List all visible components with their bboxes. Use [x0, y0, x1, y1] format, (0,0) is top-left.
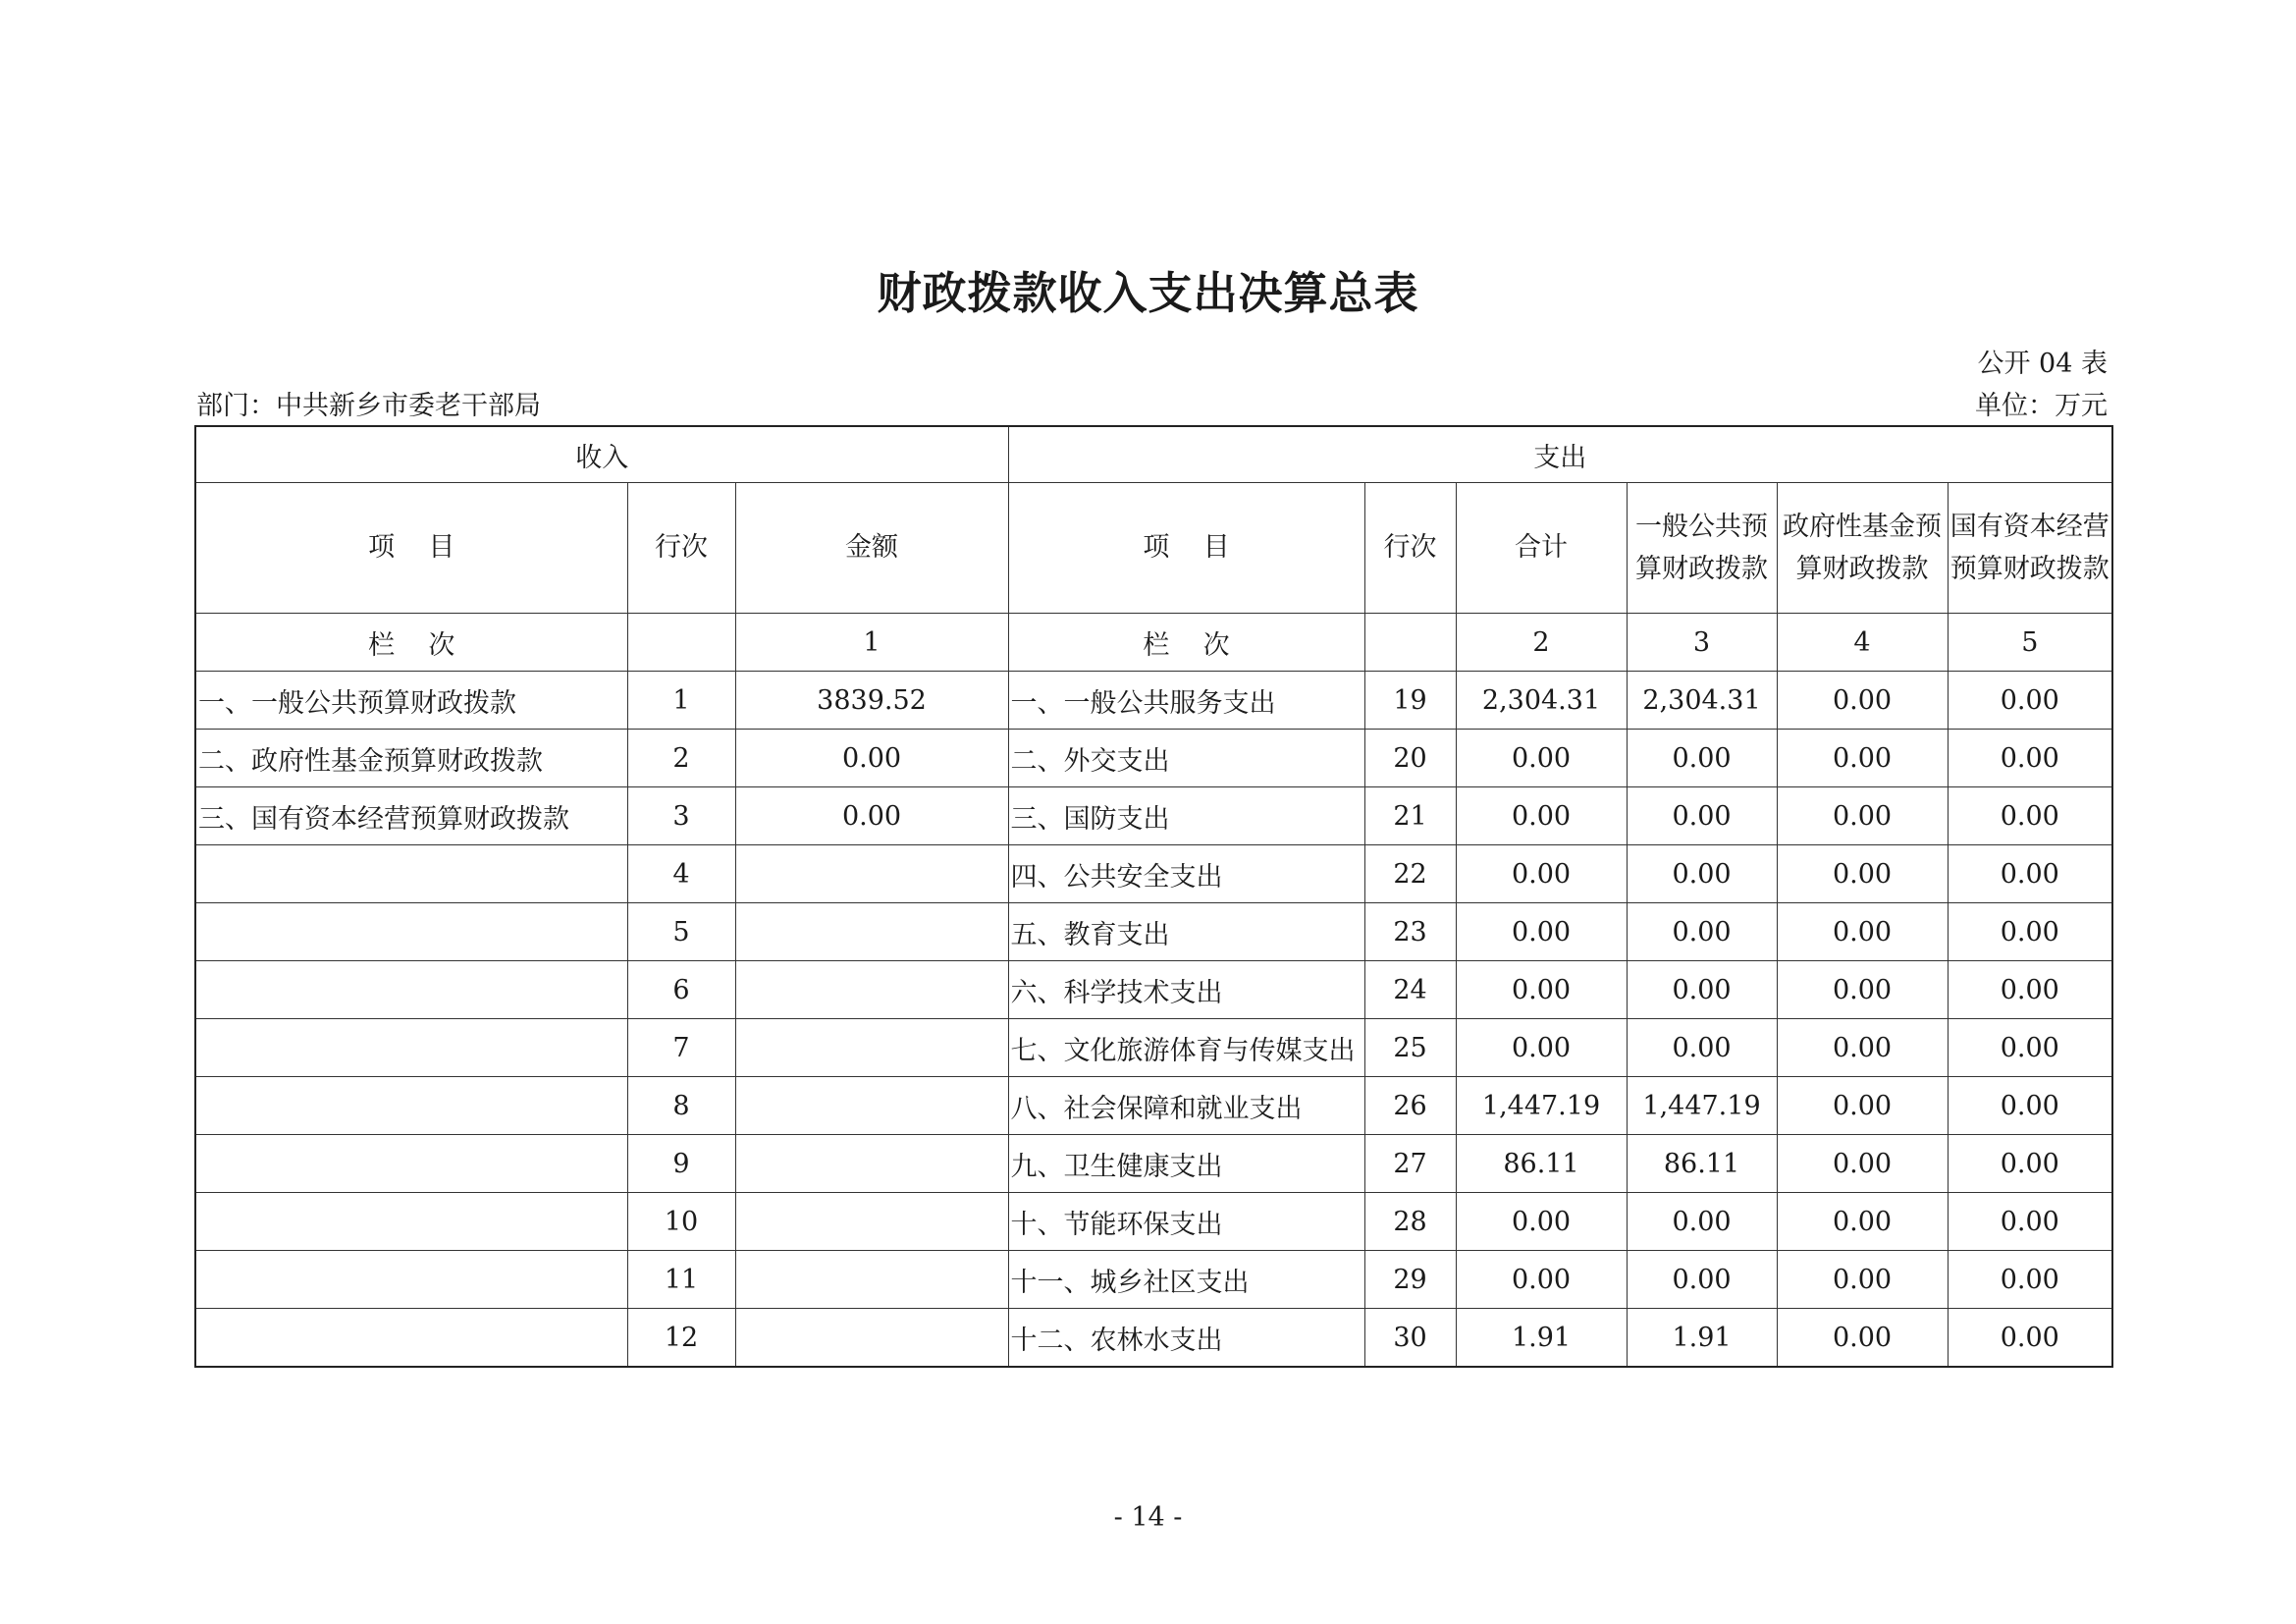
total-cell: 1,447.19 — [1456, 1077, 1627, 1135]
gov-fund-cell: 0.00 — [1777, 787, 1948, 845]
income-amount-cell — [735, 845, 1008, 903]
expense-row-no-cell: 23 — [1364, 903, 1456, 961]
income-amount-header: 金额 — [735, 483, 1008, 614]
general-budget-cell: 0.00 — [1627, 903, 1777, 961]
expense-item-cell: 十二、农林水支出 — [1008, 1309, 1364, 1368]
expense-column-label: 栏 次 — [1008, 614, 1364, 672]
income-item-cell — [195, 1077, 627, 1135]
expense-item-cell: 八、社会保障和就业支出 — [1008, 1077, 1364, 1135]
general-budget-cell: 0.00 — [1627, 845, 1777, 903]
table-row — [195, 730, 2112, 787]
gov-fund-cell: 0.00 — [1777, 1019, 1948, 1077]
table-row — [195, 1019, 2112, 1077]
department-label: 部门：中共新乡市委老干部局 — [196, 391, 541, 421]
state-capital-cell: 0.00 — [1948, 1077, 2112, 1135]
income-row-no-cell: 8 — [627, 1077, 735, 1135]
state-capital-cell: 0.00 — [1948, 845, 2112, 903]
page-number: - 14 - — [1113, 1502, 1183, 1533]
total-cell: 0.00 — [1456, 1193, 1627, 1251]
income-row-no-cell: 11 — [627, 1251, 735, 1309]
income-section-header: 收入 — [195, 426, 1008, 483]
general-budget-cell: 0.00 — [1627, 961, 1777, 1019]
general-budget-cell: 1.91 — [1627, 1309, 1777, 1368]
total-cell: 0.00 — [1456, 903, 1627, 961]
expense-row-no-cell: 26 — [1364, 1077, 1456, 1135]
state-capital-cell: 0.00 — [1948, 787, 2112, 845]
income-row-no-header: 行次 — [627, 483, 735, 614]
income-row-no-cell: 5 — [627, 903, 735, 961]
general-budget-cell: 86.11 — [1627, 1135, 1777, 1193]
total-cell: 0.00 — [1456, 961, 1627, 1019]
column-header-row — [195, 483, 2112, 614]
income-column-label: 栏 次 — [195, 614, 627, 672]
expense-item-cell: 五、教育支出 — [1008, 903, 1364, 961]
expense-item-cell: 一、一般公共服务支出 — [1008, 672, 1364, 730]
income-row-no-cell: 2 — [627, 730, 735, 787]
income-amount-cell — [735, 903, 1008, 961]
state-capital-cell: 0.00 — [1948, 1251, 2112, 1309]
general-budget-cell: 2,304.31 — [1627, 672, 1777, 730]
gov-fund-cell: 0.00 — [1777, 1193, 1948, 1251]
income-amount-cell: 0.00 — [735, 787, 1008, 845]
state-capital-header: 国有资本经营预算财政拨款 — [1948, 483, 2112, 614]
income-row-no-cell: 6 — [627, 961, 735, 1019]
general-budget-column-no: 3 — [1627, 614, 1777, 672]
state-capital-cell: 0.00 — [1948, 672, 2112, 730]
general-budget-cell: 0.00 — [1627, 1251, 1777, 1309]
table-row — [195, 1251, 2112, 1309]
expense-row-no-cell: 19 — [1364, 672, 1456, 730]
income-amount-cell — [735, 1193, 1008, 1251]
total-cell: 0.00 — [1456, 787, 1627, 845]
income-amount-cell — [735, 1309, 1008, 1368]
total-cell: 0.00 — [1456, 845, 1627, 903]
state-capital-cell: 0.00 — [1948, 1135, 2112, 1193]
expense-row-no-cell: 24 — [1364, 961, 1456, 1019]
state-capital-cell: 0.00 — [1948, 1193, 2112, 1251]
income-item-cell — [195, 1135, 627, 1193]
expense-row-no-cell: 29 — [1364, 1251, 1456, 1309]
income-amount-cell — [735, 1019, 1008, 1077]
table-row — [195, 961, 2112, 1019]
total-header: 合计 — [1456, 483, 1627, 614]
income-item-cell — [195, 845, 627, 903]
expense-item-cell: 四、公共安全支出 — [1008, 845, 1364, 903]
expense-row-no-cell: 27 — [1364, 1135, 1456, 1193]
income-item-cell — [195, 1309, 627, 1368]
income-item-cell — [195, 961, 627, 1019]
table-row — [195, 845, 2112, 903]
gov-fund-cell: 0.00 — [1777, 1135, 1948, 1193]
income-item-cell — [195, 903, 627, 961]
total-cell: 86.11 — [1456, 1135, 1627, 1193]
income-row-no-cell: 1 — [627, 672, 735, 730]
total-cell: 1.91 — [1456, 1309, 1627, 1368]
general-budget-cell: 0.00 — [1627, 1193, 1777, 1251]
income-amount-cell — [735, 1077, 1008, 1135]
gov-fund-header: 政府性基金预算财政拨款 — [1777, 483, 1948, 614]
unit-label: 单位：万元 — [1975, 391, 2108, 421]
expense-row-no-cell: 22 — [1364, 845, 1456, 903]
table-row — [195, 1077, 2112, 1135]
expense-row-no-cell: 20 — [1364, 730, 1456, 787]
state-capital-cell: 0.00 — [1948, 961, 2112, 1019]
income-row-no-column — [627, 614, 735, 672]
expense-row-no-header: 行次 — [1364, 483, 1456, 614]
expense-row-no-cell: 30 — [1364, 1309, 1456, 1368]
expense-item-cell: 七、文化旅游体育与传媒支出 — [1008, 1019, 1364, 1077]
income-amount-cell — [735, 961, 1008, 1019]
state-capital-cell: 0.00 — [1948, 1019, 2112, 1077]
gov-fund-cell: 0.00 — [1777, 1309, 1948, 1368]
income-item-cell — [195, 1019, 627, 1077]
form-number: 公开 04 表 — [1977, 349, 2108, 379]
gov-fund-cell: 0.00 — [1777, 672, 1948, 730]
expense-item-cell: 三、国防支出 — [1008, 787, 1364, 845]
gov-fund-cell: 0.00 — [1777, 1077, 1948, 1135]
general-budget-header: 一般公共预算财政拨款 — [1627, 483, 1777, 614]
income-amount-cell — [735, 1135, 1008, 1193]
income-row-no-cell: 9 — [627, 1135, 735, 1193]
expense-row-no-cell: 28 — [1364, 1193, 1456, 1251]
income-amount-cell: 3839.52 — [735, 672, 1008, 730]
income-item-cell: 三、国有资本经营预算财政拨款 — [195, 787, 627, 845]
income-row-no-cell: 3 — [627, 787, 735, 845]
gov-fund-cell: 0.00 — [1777, 845, 1948, 903]
table-row — [195, 1193, 2112, 1251]
section-header-row — [195, 426, 2112, 483]
income-item-cell — [195, 1251, 627, 1309]
income-item-cell: 一、一般公共预算财政拨款 — [195, 672, 627, 730]
general-budget-cell: 0.00 — [1627, 787, 1777, 845]
income-amount-cell — [735, 1251, 1008, 1309]
table-row — [195, 787, 2112, 845]
expense-item-header: 项 目 — [1008, 483, 1364, 614]
general-budget-cell: 0.00 — [1627, 1019, 1777, 1077]
expense-row-no-column — [1364, 614, 1456, 672]
total-cell: 0.00 — [1456, 1019, 1627, 1077]
income-row-no-cell: 10 — [627, 1193, 735, 1251]
income-item-cell — [195, 1193, 627, 1251]
expense-item-cell: 十、节能环保支出 — [1008, 1193, 1364, 1251]
income-amount-cell: 0.00 — [735, 730, 1008, 787]
gov-fund-column-no: 4 — [1777, 614, 1948, 672]
gov-fund-cell: 0.00 — [1777, 961, 1948, 1019]
expense-row-no-cell: 25 — [1364, 1019, 1456, 1077]
total-column-no: 2 — [1456, 614, 1627, 672]
state-capital-cell: 0.00 — [1948, 903, 2112, 961]
gov-fund-cell: 0.00 — [1777, 730, 1948, 787]
total-cell: 2,304.31 — [1456, 672, 1627, 730]
income-row-no-cell: 4 — [627, 845, 735, 903]
page-title: 财政拨款收入支出决算总表 — [877, 267, 1419, 319]
expense-row-no-cell: 21 — [1364, 787, 1456, 845]
gov-fund-cell: 0.00 — [1777, 903, 1948, 961]
expense-item-cell: 六、科学技术支出 — [1008, 961, 1364, 1019]
income-row-no-cell: 7 — [627, 1019, 735, 1077]
gov-fund-cell: 0.00 — [1777, 1251, 1948, 1309]
state-capital-column-no: 5 — [1948, 614, 2112, 672]
expense-item-cell: 二、外交支出 — [1008, 730, 1364, 787]
income-amount-column-no: 1 — [735, 614, 1008, 672]
general-budget-cell: 1,447.19 — [1627, 1077, 1777, 1135]
table-row — [195, 903, 2112, 961]
state-capital-cell: 0.00 — [1948, 1309, 2112, 1368]
state-capital-cell: 0.00 — [1948, 730, 2112, 787]
total-cell: 0.00 — [1456, 730, 1627, 787]
expense-item-cell: 九、卫生健康支出 — [1008, 1135, 1364, 1193]
table-row — [195, 1309, 2112, 1368]
income-row-no-cell: 12 — [627, 1309, 735, 1368]
expense-section-header: 支出 — [1008, 426, 2112, 483]
general-budget-cell: 0.00 — [1627, 730, 1777, 787]
table-row — [195, 1135, 2112, 1193]
income-item-cell: 二、政府性基金预算财政拨款 — [195, 730, 627, 787]
budget-summary-table — [194, 425, 2113, 1368]
total-cell: 0.00 — [1456, 1251, 1627, 1309]
column-number-row — [195, 614, 2112, 672]
expense-item-cell: 十一、城乡社区支出 — [1008, 1251, 1364, 1309]
income-item-header: 项 目 — [195, 483, 627, 614]
table-row — [195, 672, 2112, 730]
